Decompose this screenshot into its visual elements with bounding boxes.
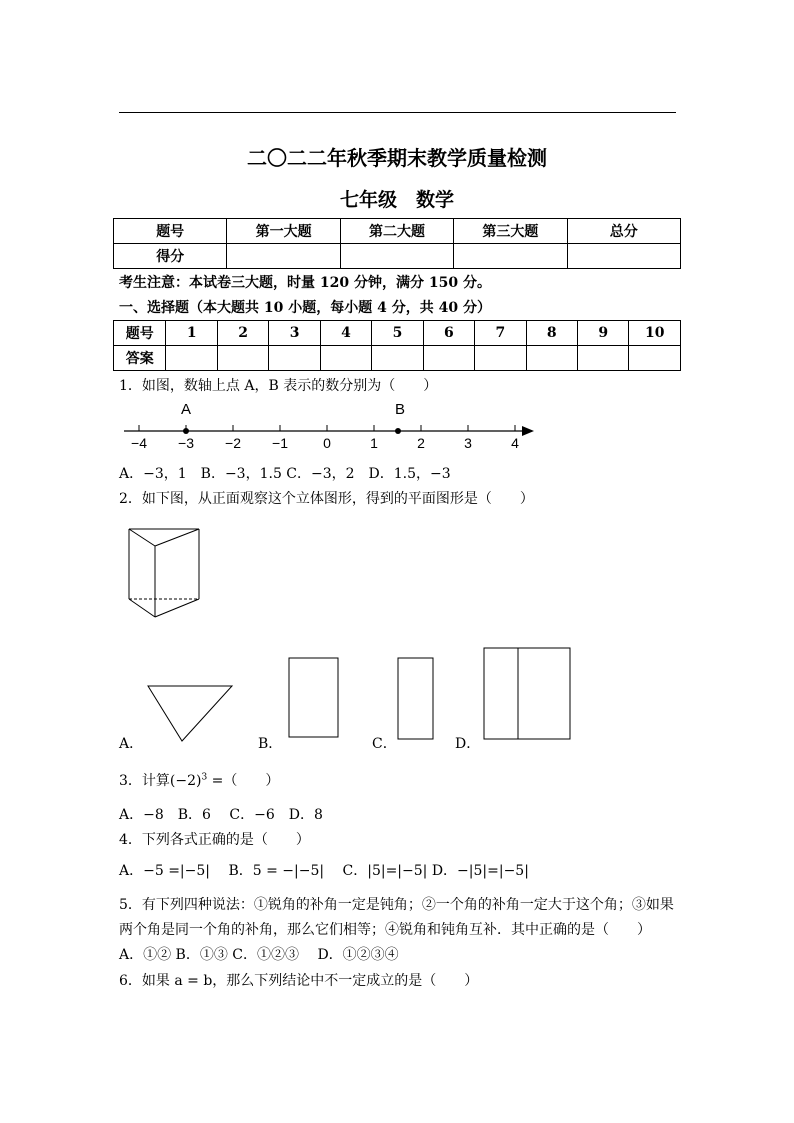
q2-prism-figure <box>129 529 199 617</box>
score-header-total: 总分 <box>567 219 680 244</box>
q2-option-b-label: B． <box>258 736 283 752</box>
q1-stem: 1．如图，数轴上点 A，B 表示的数分别为（ ） <box>119 378 438 394</box>
tick-label: 0 <box>323 435 331 451</box>
tick-label: 1 <box>370 435 378 451</box>
score-row-label: 得分 <box>114 244 227 269</box>
tick-label: −3 <box>178 435 194 451</box>
q3-stem-suffix: =（ ） <box>207 773 280 789</box>
tick-label: 4 <box>511 435 519 451</box>
q3-exponent: 3 <box>201 772 208 783</box>
q2-option-a-label: A． <box>119 736 144 752</box>
q1-options: A．−3，1 B．−3，1.5 C．−3，2 D．1.5，−3 <box>119 466 451 482</box>
q5-options: A．①② B．①③ C．①②③ D．①②③④ <box>119 947 399 963</box>
q2-option-a-triangle <box>148 686 232 741</box>
q3-options: A．−8 B．6 C．−6 D．8 <box>119 807 323 823</box>
tick-label: −1 <box>272 435 288 451</box>
section1-heading: 一、选择题（本大题共 10 小题，每小题 4 分，共 40 分） <box>119 300 491 316</box>
answer-number: 9 <box>577 321 628 346</box>
point-a-label: A <box>180 401 192 418</box>
answer-number: 8 <box>526 321 577 346</box>
answer-number: 4 <box>320 321 371 346</box>
answer-row-label-answer: 答案 <box>114 346 166 371</box>
q2-stem: 2．如下图，从正面观察这个立体图形，得到的平面图形是（ ） <box>119 491 534 507</box>
exam-title: 二〇二二年秋季期末教学质量检测 <box>247 146 547 170</box>
answer-number: 10 <box>629 321 681 346</box>
score-header-part1: 第一大题 <box>227 219 340 244</box>
point-b-dot <box>395 428 401 434</box>
q2-option-d-label: D． <box>455 736 481 752</box>
q3-stem-prefix: 3．计算 <box>119 773 170 789</box>
q3-stem <box>119 770 279 790</box>
tick-label: 2 <box>417 435 425 451</box>
answer-row-label-number: 题号 <box>114 321 166 346</box>
answer-number: 3 <box>269 321 320 346</box>
point-b-label: B <box>394 401 406 418</box>
tick-label: −4 <box>131 435 147 451</box>
tick-label: −2 <box>225 435 241 451</box>
q2-option-b-rectangle <box>289 658 338 737</box>
score-header-part2: 第二大题 <box>340 219 453 244</box>
score-header-number: 题号 <box>114 219 227 244</box>
answer-number: 2 <box>217 321 268 346</box>
tick-label: 3 <box>464 435 472 451</box>
q2-option-c-rectangle <box>398 658 433 739</box>
q2-option-c-label: C． <box>372 736 397 752</box>
q5-line1: 5．有下列四种说法：①锐角的补角一定是钝角；②一个角的补角一定大于这个角；③如果 <box>119 897 674 913</box>
answer-number: 7 <box>475 321 526 346</box>
q2-option-d-split-rectangle <box>484 648 570 739</box>
number-line-ticks <box>139 425 515 431</box>
point-a-dot <box>183 428 189 434</box>
answer-number: 5 <box>372 321 423 346</box>
exam-subtitle: 七年级 数学 <box>339 189 454 211</box>
exam-notice: 考生注意：本试卷三大题，时量 120 分钟，满分 150 分。 <box>119 275 491 291</box>
q3-base: (−2) <box>169 773 202 789</box>
number-line-arrow-icon <box>522 426 534 436</box>
score-header-part3: 第三大题 <box>454 219 567 244</box>
q4-options: A．−5 =|−5| B．5 = −|−5| C．|5|=|−5| D．−|5|=|−5| <box>119 863 529 879</box>
q6-stem: 6．如果 a = b，那么下列结论中不一定成立的是（ ） <box>119 973 479 989</box>
q4-stem: 4．下列各式正确的是（ ） <box>119 832 310 848</box>
answer-number: 6 <box>423 321 474 346</box>
q5-line2: 两个角是同一个角的补角，那么它们相等；④锐角和钝角互补．其中正确的是（ ） <box>119 922 651 938</box>
answer-number: 1 <box>166 321 217 346</box>
